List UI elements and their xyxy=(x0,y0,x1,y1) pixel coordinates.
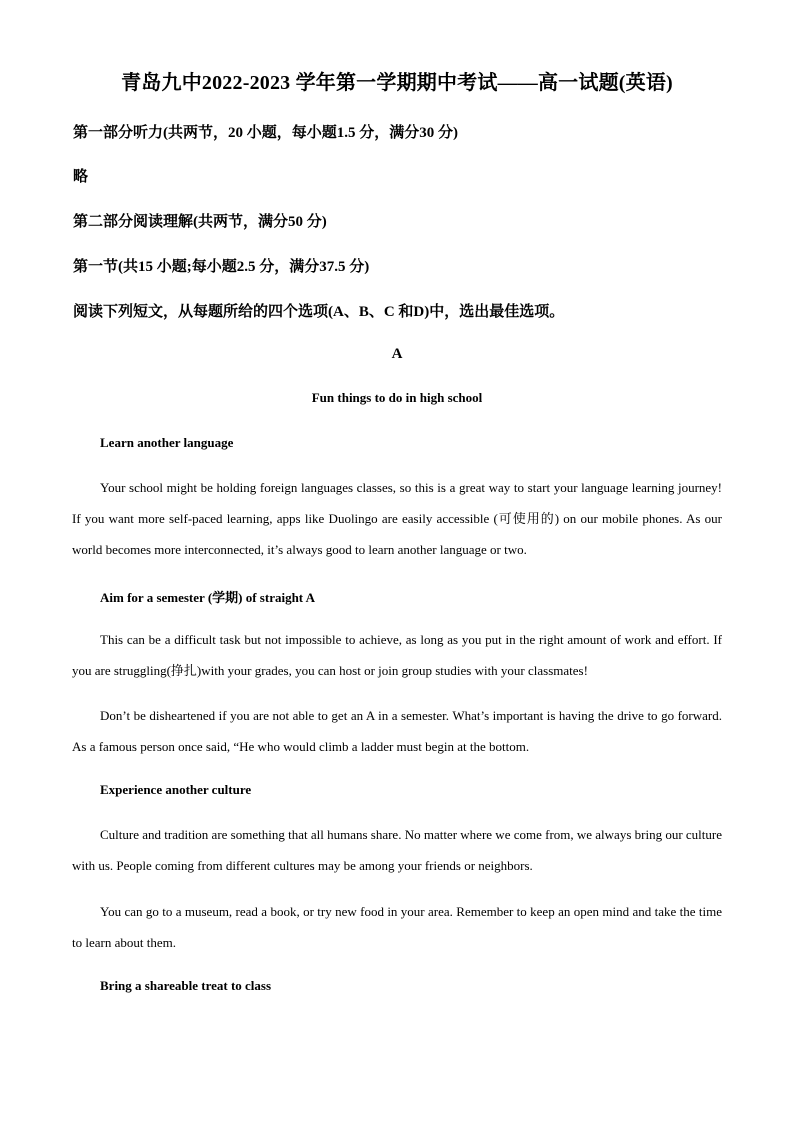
reading-instructions: 阅读下列短文，从每题所给的四个选项(A、B、C 和D)中，选出最佳选项。 xyxy=(73,304,565,320)
section-heading: Aim for a semester (学期) of straight A xyxy=(100,590,316,605)
part2-heading: 第二部分阅读理解(共两节，满分50 分) xyxy=(73,214,327,230)
paragraph: Your school might be holding foreign languages classes, so this is a great way to start your language learning journey! If you want more self-paced learning, apps like Duolingo are easily accessible (可使用的) on our mobile phones. As our world becomes more interconnected, it’s always good to learn another language or two. xyxy=(72,480,722,557)
section1-heading: 第一节(共15 小题;每小题2.5 分，满分37.5 分) xyxy=(73,259,370,275)
section-heading: Bring a shareable treat to class xyxy=(100,978,272,993)
omitted-note: 略 xyxy=(73,169,89,185)
passage-letter: A xyxy=(391,346,403,362)
paragraph: Culture and tradition are something that all humans share. No matter where we come from, we always bring our culture with us. People coming from different cultures may be among your friends or neighbors. xyxy=(72,827,723,873)
section-heading: Experience another culture xyxy=(100,782,252,797)
part1-heading: 第一部分听力(共两节，20 小题，每小题1.5 分，满分30 分) xyxy=(73,125,458,141)
passage-title: Fun things to do in high school xyxy=(311,390,483,405)
paragraph: You can go to a museum, read a book, or try new food in your area. Remember to keep an open mind and take the time to learn about them. xyxy=(72,904,722,950)
section-heading: Learn another language xyxy=(100,435,234,450)
paragraph: This can be a difficult task but not impossible to achieve, as long as you put in the right amount of work and effort. If you are struggling(挣扎)with your grades, you can host or join group studies with your classmates! xyxy=(72,632,722,678)
exam-title: 青岛九中2022-2023 学年第一学期期中考试——高一试题(英语) xyxy=(121,72,673,94)
paragraph: Don’t be disheartened if you are not able to get an A in a semester. What’s important is having the drive to go forward. As a famous person once said, “He who would climb a ladder must begin at the bottom. xyxy=(72,708,722,754)
